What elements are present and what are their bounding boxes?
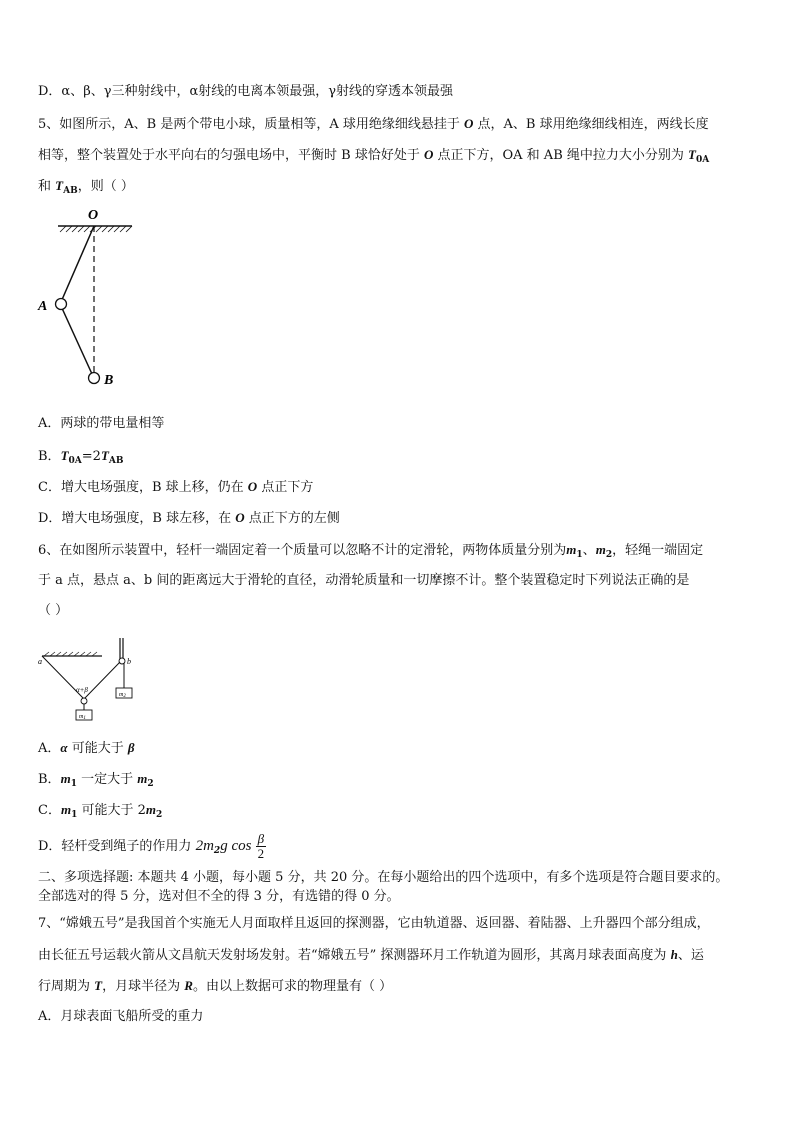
section2-instructions-line2: 全部选对的得 5 分，选对但不全的得 3 分，有选错的得 0 分。	[38, 889, 400, 904]
svg-text:m1: m1	[79, 714, 86, 721]
q5-option-c: C．增大电场强度，B 球上移，仍在 O 点正下方	[38, 479, 314, 495]
svg-text:m2: m2	[119, 692, 126, 699]
q6-stem-line3: （ ）	[38, 603, 69, 618]
label-angles: α+β	[76, 686, 88, 694]
q5-option-a: A．两球的带电量相等	[38, 416, 165, 431]
q6-option-d: D．轻杆受到绳子的作用力 $2m_2g$ cos $\frac{\beta}{2}$	[38, 831, 265, 861]
q5-stem-line2: 相等，整个装置处于水平向右的匀强电场中，平衡时 B 球恰好处于 O 点正下方，OA 和 AB 绳中拉力大小分别为 $T_{0A}$	[38, 147, 710, 165]
label-a: a	[38, 657, 42, 666]
section2-instructions-line1: 二、多项选择题: 本题共 4 小题，每小题 5 分，共 20 分。在每小题给出的四个选项中，有多个选项是符合题目要求的。	[38, 870, 729, 885]
q6-stem-line2: 于 a 点，悬点 a、b 间的距离远大于滑轮的直径，动滑轮质量和一切摩擦不计。整个装置稳定时下列说法正确的是	[38, 573, 690, 588]
q7-stem-line3: 行周期为 T，月球半径为 R。由以上数据可求的物理量有（ ）	[38, 978, 393, 994]
label-m1: m	[79, 714, 84, 720]
q5-option-d: D．增大电场强度，B 球左移，在 O 点正下方的左侧	[38, 510, 340, 526]
label-m2: m	[119, 692, 124, 698]
q7-option-a: A．月球表面飞船所受的重力	[38, 1009, 204, 1024]
label-b: B	[104, 373, 114, 388]
q5-pendulum-figure	[34, 202, 174, 394]
q6-option-c: C．$m_1$ 可能大于 $2m_2$	[38, 802, 163, 820]
q5-option-b: B．$T_{0A}=2T_{AB}$	[38, 448, 124, 466]
q6-pulley-figure	[36, 634, 146, 724]
fraction-beta-over-2: $\frac{\beta}{2}$	[257, 831, 265, 861]
label-a: A	[38, 299, 48, 314]
q6-option-a: A．α 可能大于 β	[38, 740, 135, 756]
label-b: b	[127, 657, 131, 666]
q6-stem-line1: 6、在如图所示装置中，轻杆一端固定着一个质量可以忽略不计的定滑轮，两物体质量分别为$m_1$、$m_2$，轻绳一端固定	[38, 542, 704, 560]
q7-stem-line1: 7、“嫦娥五号”是我国首个实施无人月面取样且返回的探测器，它由轨道器、返回器、着陆器、上升器四个部分组成，	[38, 916, 710, 931]
q7-stem-line2: 由长征五号运载火箭从文昌航天发射场发射。若“嫦娥五号” 探测器环月工作轨道为圆形，其离月球表面高度为 h、运	[38, 947, 704, 963]
q4-option-d: D．α、β、γ三种射线中，α射线的电离本领最强，γ射线的穿透本领最强	[38, 84, 454, 99]
q5-stem-line3: 和 $T_{AB}$，则（ ）	[38, 178, 134, 196]
q6-option-b: B．$m_1$ 一定大于 $m_2$	[38, 771, 154, 789]
q5-stem-line1: 5、如图所示，A、B 是两个带电小球，质量相等，A 球用绝缘细线悬挂于 O 点，A、B 球用绝缘细线相连，两线长度	[38, 116, 709, 132]
label-o: O	[88, 208, 99, 223]
